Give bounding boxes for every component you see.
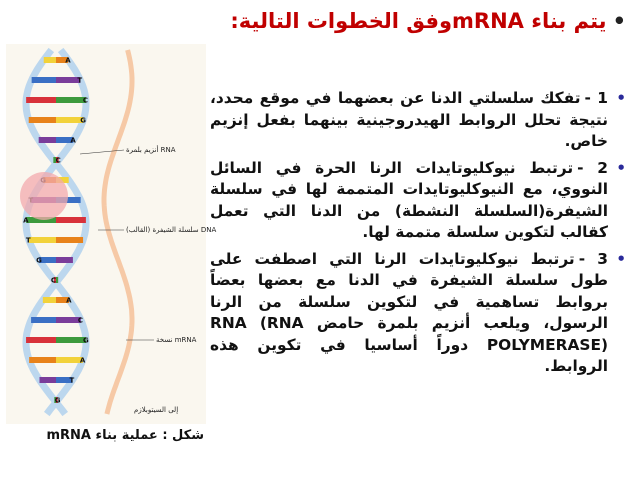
step-number: 1 - bbox=[584, 89, 608, 107]
base-pair-half bbox=[29, 117, 56, 123]
figure-caption: شكل : عملية بناء mRNA bbox=[46, 428, 204, 443]
dna-transcription-illustration bbox=[6, 44, 217, 424]
base-letter: C bbox=[77, 316, 84, 325]
label-mrna-copy: نسخة mRNA bbox=[156, 336, 197, 344]
base-pair-half bbox=[39, 377, 56, 383]
step-number: 3 - bbox=[578, 249, 608, 268]
step-bullet: • bbox=[616, 249, 626, 268]
base-pair-half bbox=[43, 297, 56, 303]
base-pair-half bbox=[56, 337, 86, 343]
step-text: ترتبط نيوكليوتايدات الرنا التي اصطفت على طول سلسلة الشيفرة في الدنا مع بعضها بعضاً بروابط تساهمية في لتكوين سلسلة من الرنا الرسول، ويلعب أنزيم بلمرة حامض RNA (RNA POLYMERASE) دوراً أساسيا في تكوين هذه الروابط. bbox=[210, 249, 608, 375]
base-letter: G bbox=[80, 116, 87, 125]
base-letter: A bbox=[23, 216, 29, 225]
base-pair-half bbox=[56, 237, 83, 243]
base-pair-half bbox=[44, 57, 56, 63]
base-letter: G bbox=[54, 396, 61, 405]
base-letter: A bbox=[79, 356, 86, 365]
transcription-diagram bbox=[6, 44, 217, 424]
rna-polymerase-icon bbox=[20, 172, 68, 220]
base-pair-half bbox=[31, 317, 56, 323]
base-pair-half bbox=[56, 217, 86, 223]
base-letter: C bbox=[82, 96, 88, 105]
base-pair-half bbox=[39, 137, 56, 143]
base-pair-half bbox=[26, 97, 56, 103]
base-pair-half bbox=[29, 357, 56, 363]
title-text: يتم بناء mRNAوفق الخطوات التالية: bbox=[230, 9, 607, 33]
base-letter: A bbox=[70, 136, 76, 145]
base-letter: A bbox=[65, 56, 71, 65]
base-pair-half bbox=[32, 77, 56, 83]
steps-list bbox=[210, 88, 628, 383]
base-pair-half bbox=[56, 97, 86, 103]
step-number: 2 - bbox=[577, 158, 608, 177]
base-letter: G bbox=[36, 256, 42, 265]
base-pair-half bbox=[29, 237, 56, 243]
step-item bbox=[210, 249, 628, 378]
base-letter: G bbox=[82, 336, 89, 345]
base-pair-half bbox=[56, 117, 83, 123]
base-letter: T bbox=[69, 376, 75, 385]
step-item bbox=[210, 88, 628, 153]
base-pair-half bbox=[56, 357, 83, 363]
step-bullet: • bbox=[616, 89, 626, 107]
base-letter: C bbox=[50, 276, 56, 285]
base-letter: T bbox=[77, 76, 83, 85]
label-rna-polymerase: أنزيم بلمرة RNA bbox=[126, 146, 176, 154]
step-item bbox=[210, 158, 628, 244]
base-letter: T bbox=[25, 236, 31, 245]
step-bullet: • bbox=[616, 158, 626, 177]
slide-title bbox=[206, 6, 626, 36]
base-letter: A bbox=[66, 296, 72, 305]
title-bullet: • bbox=[612, 9, 626, 33]
base-pair-half bbox=[56, 257, 73, 263]
base-pair-half bbox=[56, 277, 58, 283]
step-text: ترتبط نيوكليوتايدات الرنا الحرة في السائل النووي، مع النيوكليوتايدات المتممة لها في سلسلة الشيفرة(السلسلة النشطة) من الدنا التي تعمل كقالب لتكوين سلسلة متممة لها. bbox=[210, 158, 608, 241]
step-text: تفكك سلسلتي الدنا عن بعضهما في موقع محدد، نتيجة تحلل الروابط الهيدروجينية بينهما بفعل إنزيم خاص. bbox=[210, 89, 608, 150]
base-pair-half bbox=[26, 337, 56, 343]
label-to-cytoplasm: إلى السيتوبلازم bbox=[134, 406, 179, 414]
base-letter: C bbox=[55, 156, 61, 165]
label-template-strand: سلسلة الشيفرة (القالب) DNA bbox=[126, 226, 217, 234]
